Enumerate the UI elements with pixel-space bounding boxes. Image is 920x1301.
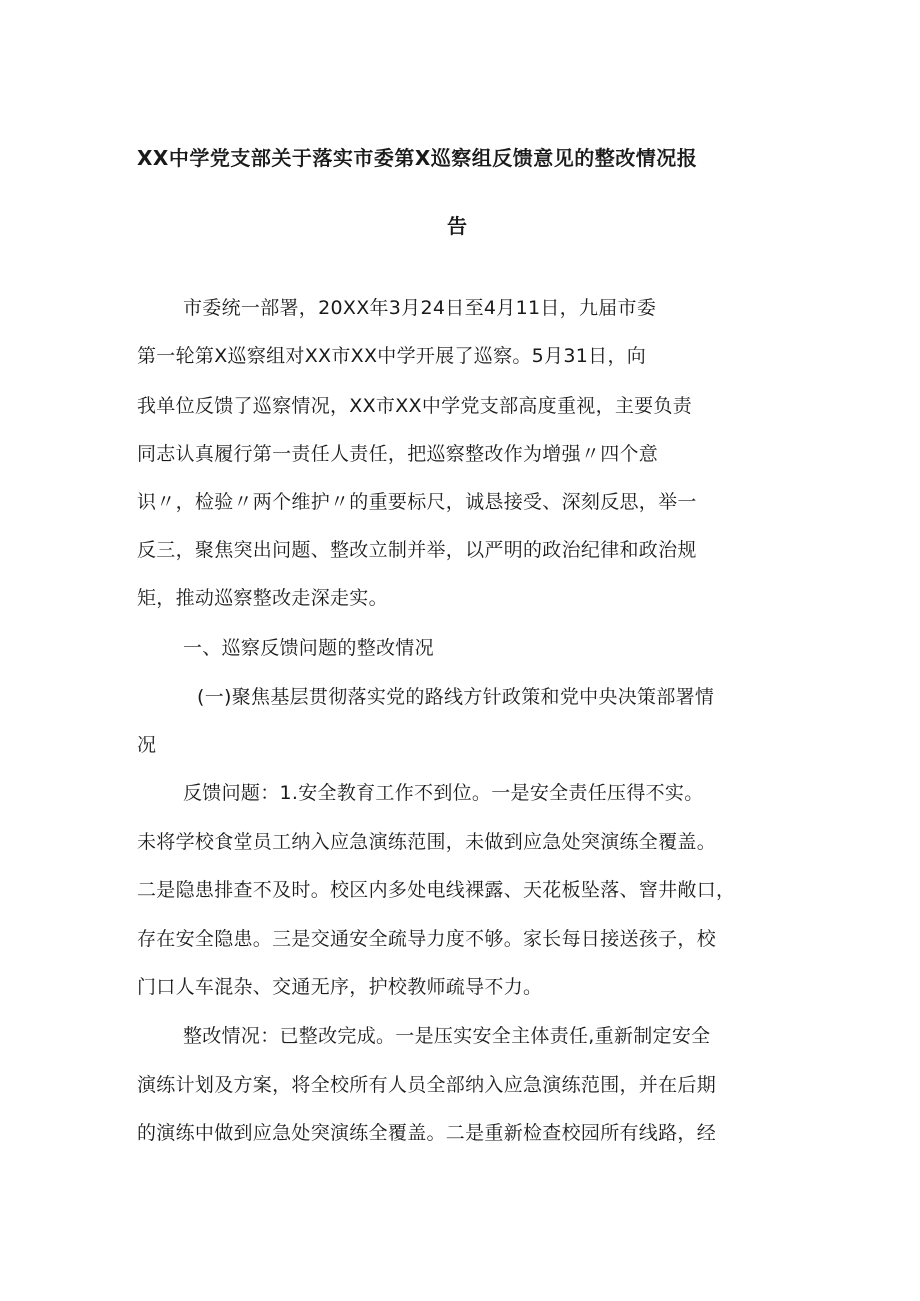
section-heading: 一、巡察反馈问题的整改情况 [183, 637, 434, 659]
feedback-line: 存在安全隐患。三是交通安全疏导力度不够。家长每日接送孩子，校 [137, 928, 717, 950]
paragraph-line: 第一轮第X巡察组对XX市XX中学开展了巡察。5月31日，向 [137, 345, 647, 367]
paragraph-line: 我单位反馈了巡察情况，XX市XX中学党支部高度重视，主要负责 [137, 395, 693, 417]
rectification-line: 整改情况：已整改完成。一是压实安全主体责任,重新制定安全 [183, 1025, 711, 1047]
paragraph-line: 同志认真履行第一责任人责任，把巡察整改作为增强〃四个意 [137, 443, 659, 465]
subsection-heading-cont: 况 [137, 734, 157, 756]
paragraph-line: 反三，聚焦突出问题、整改立制并举，以严明的政治纪律和政治规 [137, 539, 697, 561]
rectification-line: 演练计划及方案，将全校所有人员全部纳入应急演练范围，并在后期 [137, 1074, 717, 1096]
paragraph-line: 识〃，检验〃两个维护〃的重要标尺，诚恳接受、深刻反思，举一 [137, 491, 697, 513]
rectification-line: 的演练中做到应急处突演练全覆盖。二是重新检查校园所有线路，经 [137, 1122, 717, 1144]
feedback-line: 门口人车混杂、交通无序，护校教师疏导不力。 [137, 976, 543, 998]
feedback-line: 未将学校食堂员工纳入应急演练范围，未做到应急处突演练全覆盖。 [137, 831, 717, 853]
paragraph-line: 市委统一部署，20XX年3月24日至4月11日，九届市委 [183, 297, 657, 319]
paragraph-line: 矩，推动巡察整改走深走实。 [137, 587, 388, 609]
feedback-line: 反馈问题：1.安全教育工作不到位。一是安全责任压得不实。 [183, 782, 704, 804]
feedback-line: 二是隐患排查不及时。校区内多处电线裸露、天花板坠落、窨井敞口， [137, 879, 736, 901]
subsection-heading: (一)聚焦基层贯彻落实党的路线方针政策和党中央决策部署情 [197, 686, 715, 708]
document-title-line-2: 告 [447, 214, 468, 238]
document-title-line-1: XX中学党支部关于落实市委第X巡察组反馈意见的整改情况报 [137, 146, 698, 170]
